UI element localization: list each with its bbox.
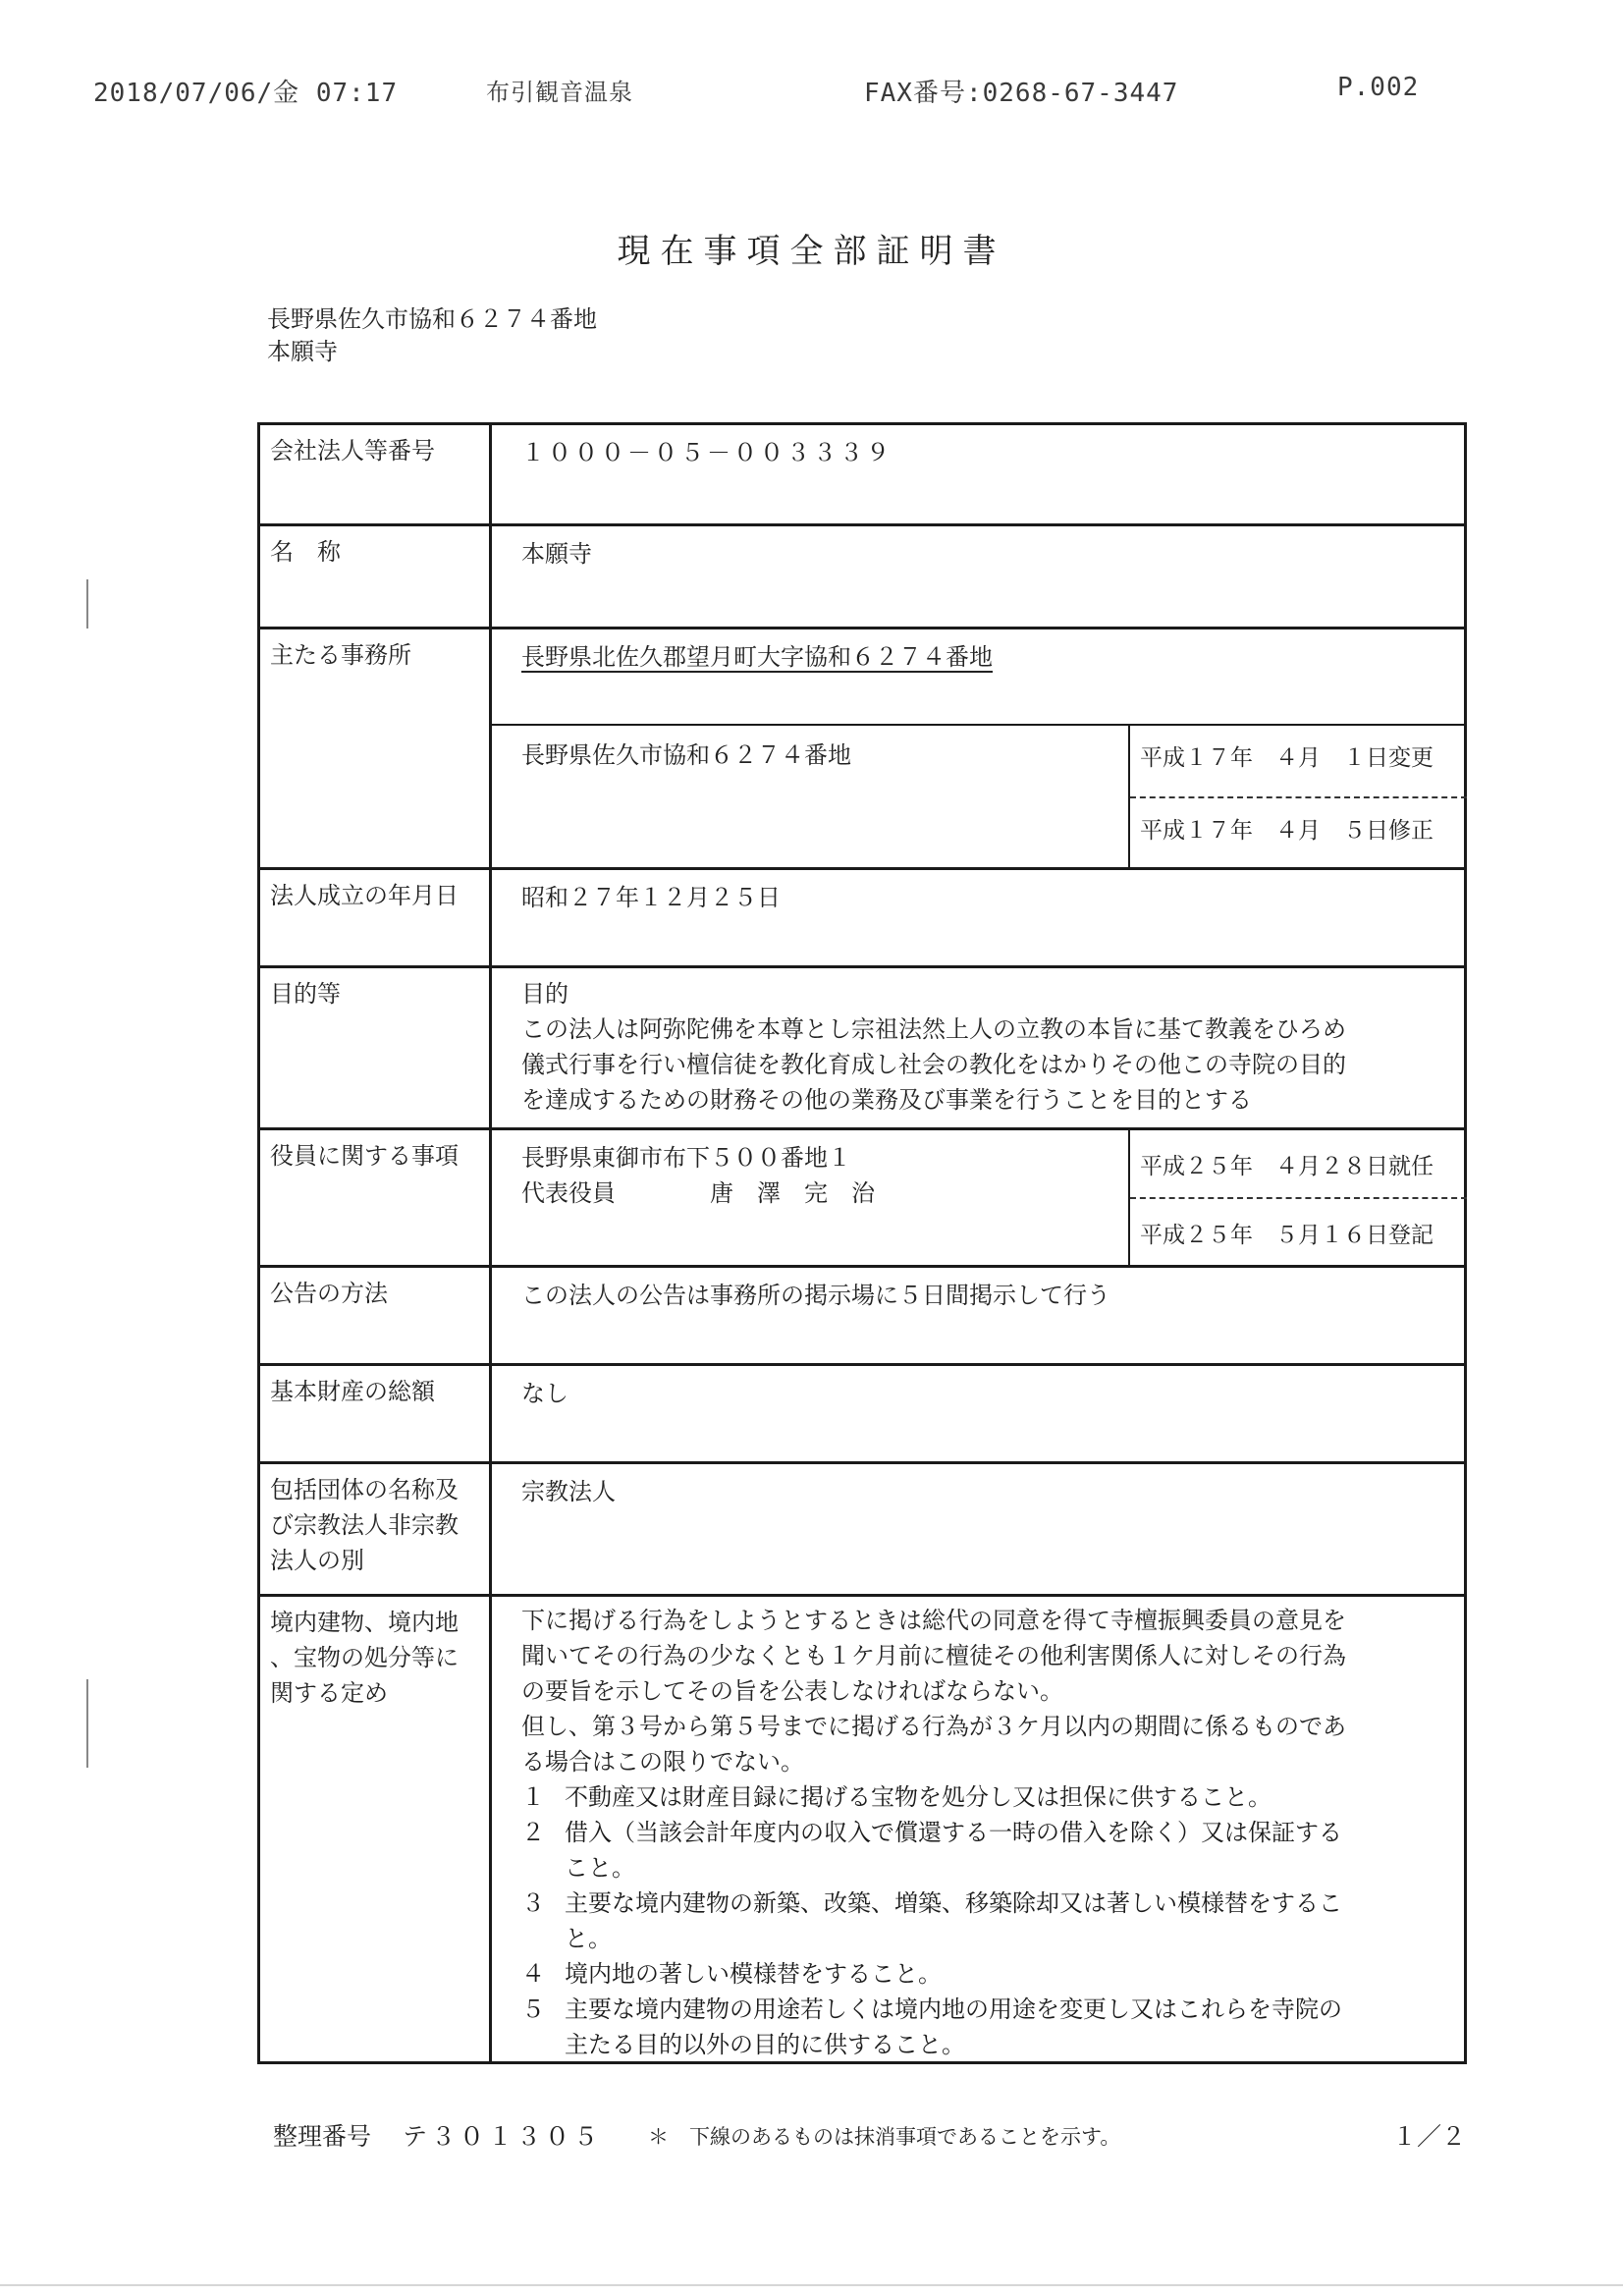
reference-number: テ３０１３０５ — [403, 2122, 603, 2151]
purpose-line: を達成するための財務その他の業務及び事業を行うことを目的とする — [521, 1086, 1252, 1114]
main-office-datebox — [1128, 724, 1467, 870]
officer-date-appointed: 平成２５年 ４月２８日就任 — [1140, 1154, 1434, 1179]
fax-number: FAX番号:0268-67-3447 — [864, 79, 1179, 108]
company-number-value: １０００－０５－００３３３９ — [521, 439, 893, 466]
purpose-heading: 目的 — [521, 980, 568, 1008]
header-name: 本願寺 — [267, 338, 338, 365]
disposal-label: 境内建物、境内地 、宝物の処分等に 関する定め — [260, 1597, 492, 2061]
established-value: 昭和２７年１２月２５日 — [521, 884, 781, 911]
officer-date-registered: 平成２５年 ５月１６日登記 — [1140, 1223, 1434, 1248]
disposal-item-line: 主要な境内建物の新築、改築、増築、移築除却又は著しい模様替をするこ — [565, 1889, 1342, 1917]
certificate-table — [257, 422, 1467, 2064]
disposal-intro-line: 下に掲げる行為をしようとするときは総代の同意を得て寺檀振興委員の意見を — [521, 1607, 1346, 1634]
umbrella-label: 包括団体の名称及 び宗教法人非宗教 法人の別 — [260, 1464, 492, 1594]
purpose-line: この法人は阿弥陀佛を本尊とし宗祖法然上人の立教の本旨に基て教義をひろめ — [521, 1015, 1346, 1043]
disposal-item-line: こと。 — [565, 1854, 635, 1882]
umbrella-value: 宗教法人 — [521, 1478, 616, 1505]
main-office-label: 主たる事務所 — [260, 629, 492, 867]
basic-assets-label: 基本財産の総額 — [260, 1366, 492, 1461]
purpose-line: 儀式行事を行い檀信徒を教化育成し社会の教化をはかりその他この寺院の目的 — [521, 1051, 1346, 1078]
main-office-date-corrected: 平成１７年 ４月 ５日修正 — [1140, 818, 1434, 844]
row-main-office — [260, 627, 1464, 867]
disposal-item-line: と。 — [565, 1925, 612, 1952]
disposal-item-line: 借入（当該会計年度内の収入で償還する一時の借入を除く）又は保証する — [565, 1819, 1342, 1846]
disposal-item-number: ２ — [521, 1819, 545, 1846]
company-number-label: 会社法人等番号 — [260, 425, 492, 523]
disposal-item-line: 不動産又は財産目録に掲げる宝物を処分し又は担保に供すること。 — [565, 1783, 1271, 1811]
main-office-date-changed: 平成１７年 ４月 １日変更 — [1140, 745, 1434, 771]
dashed-separator — [1130, 1197, 1467, 1199]
main-office-new-value: 長野県佐久市協和６２７４番地 — [521, 741, 851, 769]
disposal-item-number: ５ — [521, 1995, 545, 2023]
fax-datetime: 2018/07/06/金 07:17 — [93, 79, 399, 108]
fax-page: P.002 — [1337, 73, 1420, 102]
purpose-label: 目的等 — [260, 968, 492, 1127]
officers-datebox — [1128, 1130, 1467, 1265]
notice-value: この法人の公告は事務所の掲示場に５日間掲示して行う — [521, 1282, 1110, 1309]
disposal-intro-line: 但し、第３号から第５号までに掲げる行為が３ケ月以内の期間に係るものであ — [521, 1713, 1346, 1740]
row-umbrella — [260, 1461, 1464, 1594]
header-address: 長野県佐久市協和６２７４番地 — [267, 305, 597, 333]
row-disposal — [260, 1594, 1464, 2061]
disposal-intro-line: の要旨を示してその旨を公表しなければならない。 — [521, 1677, 1063, 1705]
reference-label: 整理番号 — [273, 2122, 372, 2151]
row-officers — [260, 1127, 1464, 1265]
name-label: 名 称 — [260, 526, 492, 627]
disposal-intro-line: 聞いてその行為の少なくとも１ケ月前に檀徒その他利害関係人に対しその行為 — [521, 1642, 1346, 1669]
representative-officer: 代表役員 唐 澤 完 治 — [521, 1179, 875, 1207]
officer-address: 長野県東御市布下５００番地１ — [521, 1144, 851, 1172]
established-label: 法人成立の年月日 — [260, 870, 492, 965]
disposal-item-number: ３ — [521, 1889, 545, 1917]
page-number: １／２ — [1392, 2122, 1467, 2151]
disposal-intro-line: る場合はこの限りでない。 — [521, 1748, 804, 1776]
disposal-item-line: 主要な境内建物の用途若しくは境内地の用途を変更し又はこれらを寺院の — [565, 1995, 1342, 2023]
strikethrough-note: ＊ 下線のあるものは抹消事項であることを示す。 — [648, 2125, 1121, 2149]
main-office-old-value: 長野県北佐久郡望月町大字協和６２７４番地 — [521, 643, 993, 671]
disposal-item-line: 境内地の著しい模様替をすること。 — [565, 1960, 942, 1988]
notice-label: 公告の方法 — [260, 1268, 492, 1363]
row-name — [260, 523, 1464, 627]
name-value: 本願寺 — [521, 540, 592, 568]
scan-artifact — [86, 579, 88, 629]
row-notice — [260, 1265, 1464, 1363]
scan-artifact — [86, 1679, 88, 1768]
scan-artifact — [0, 2284, 1623, 2286]
row-basic-assets — [260, 1363, 1464, 1461]
officers-label: 役員に関する事項 — [260, 1130, 492, 1265]
fax-sender: 布引観音温泉 — [486, 79, 633, 106]
dashed-separator — [1130, 796, 1467, 798]
row-purpose — [260, 965, 1464, 1127]
basic-assets-value: なし — [521, 1380, 568, 1407]
row-established — [260, 867, 1464, 965]
disposal-item-number: １ — [521, 1783, 545, 1811]
disposal-item-number: ４ — [521, 1960, 545, 1988]
row-company-number — [260, 425, 1464, 523]
document-title: 現在事項全部証明書 — [617, 232, 1006, 271]
disposal-item-line: 主たる目的以外の目的に供すること。 — [565, 2031, 965, 2058]
